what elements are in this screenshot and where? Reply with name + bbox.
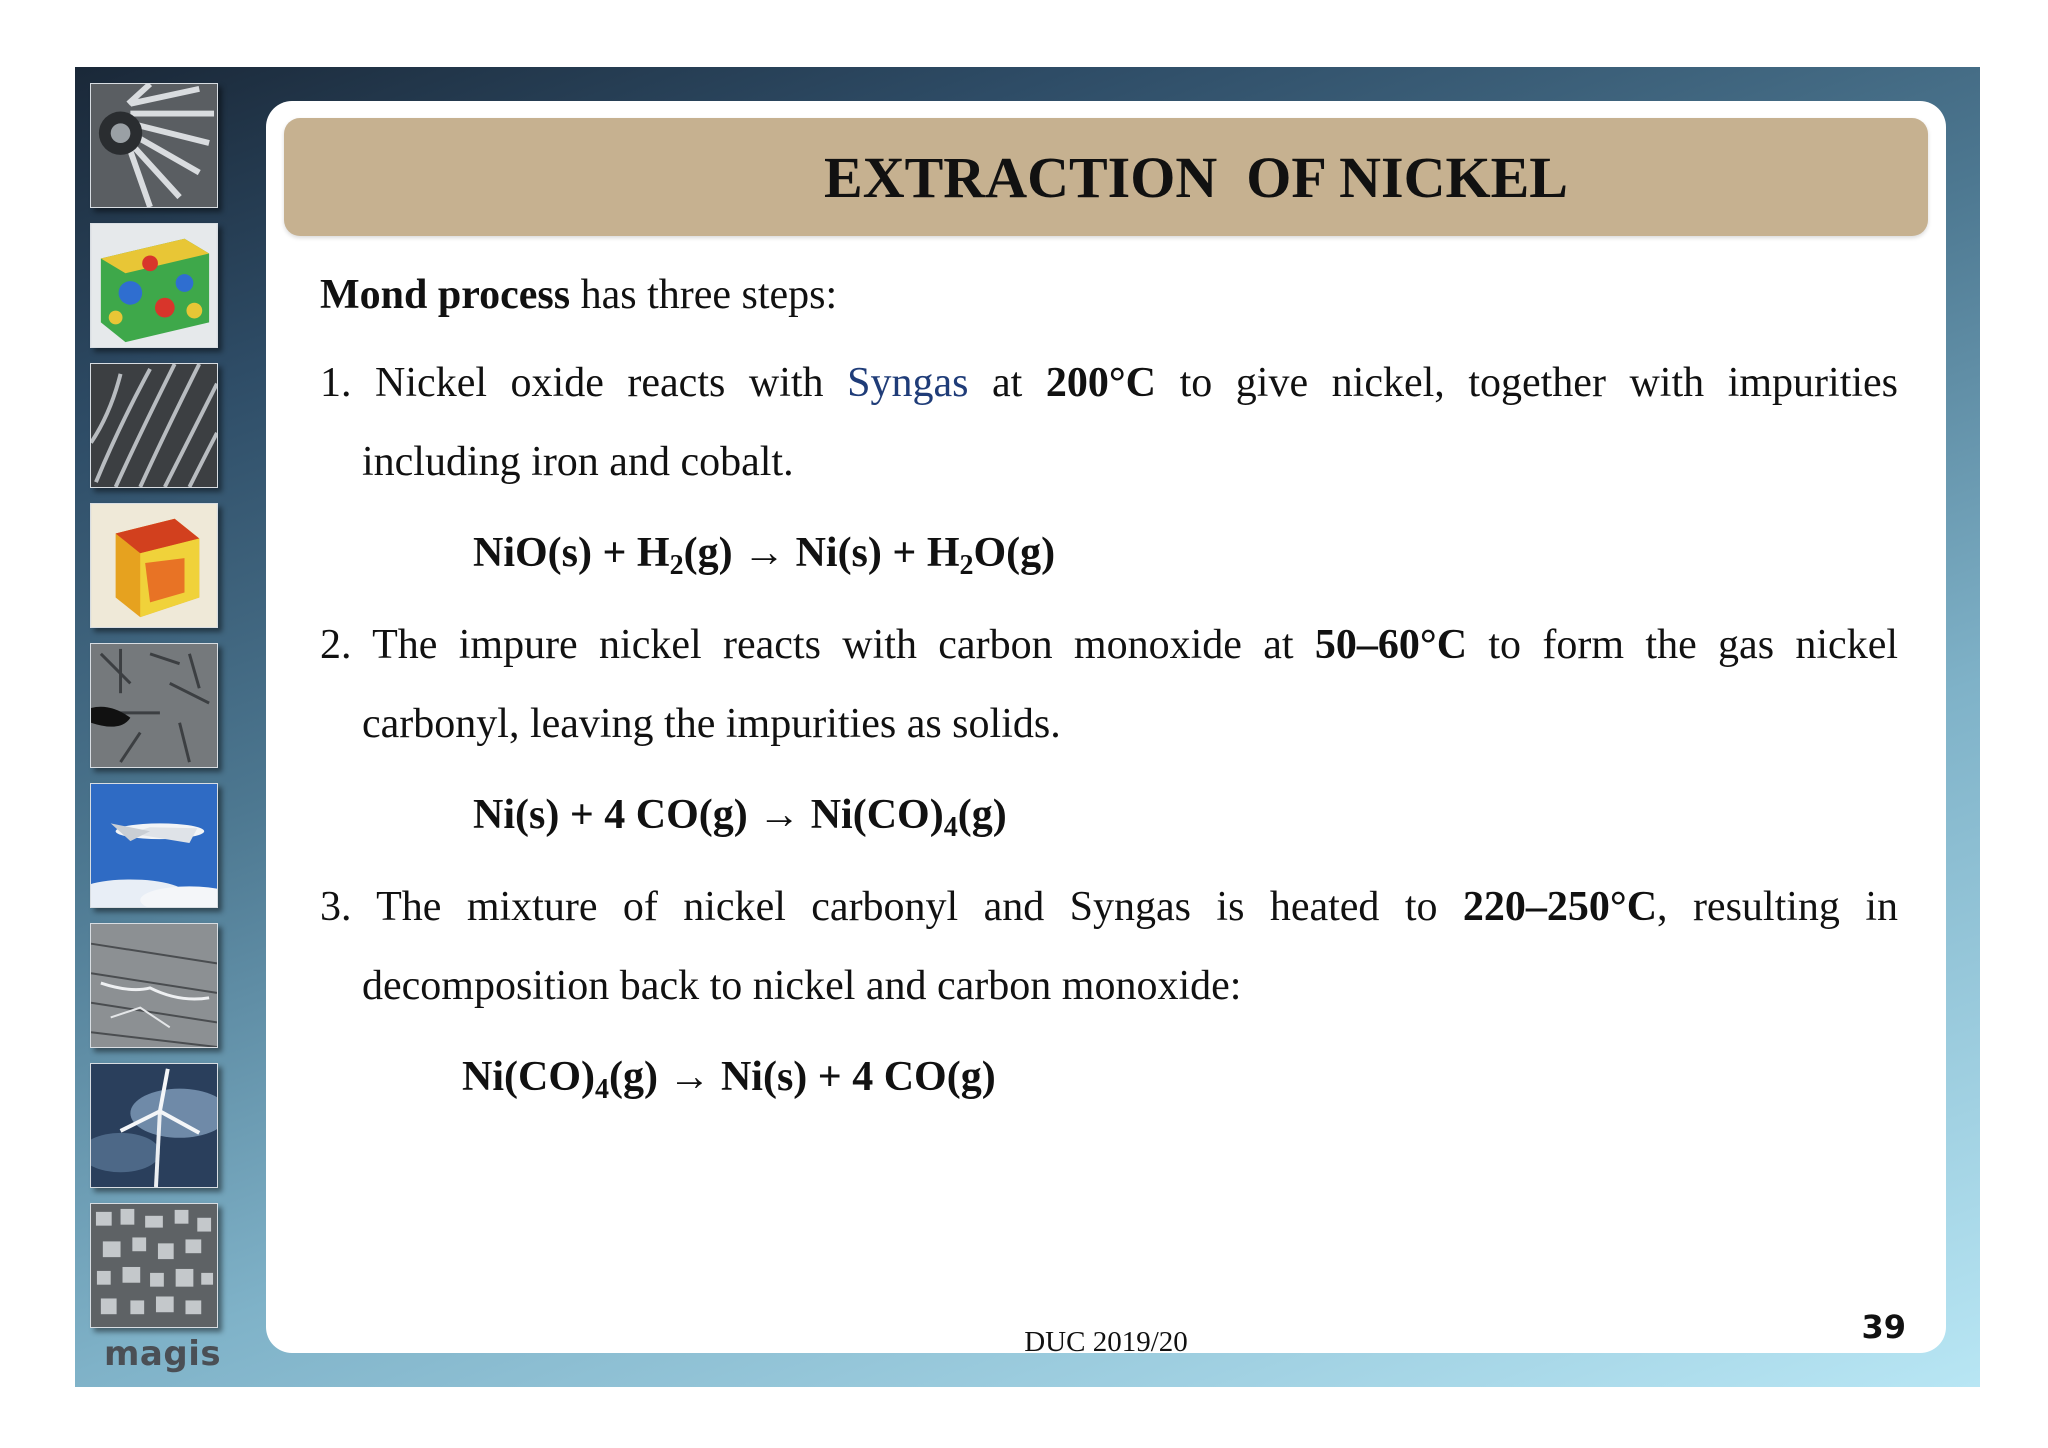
step1-temp: 200°C xyxy=(1045,360,1157,406)
intro-text: has three steps: xyxy=(570,272,838,318)
turbine-blades-image xyxy=(90,83,218,208)
step1-line1 xyxy=(320,359,1898,407)
colored-block-image xyxy=(90,223,218,348)
step3-temp: 220–250°C xyxy=(1462,884,1658,930)
step3-line2: decomposition back to nickel and carbon monoxide: xyxy=(362,963,1242,1009)
eq1-sub-b: 2 xyxy=(959,550,974,581)
intro-line xyxy=(320,271,837,319)
slide-background xyxy=(75,67,1980,1387)
wind-turbine-image xyxy=(90,1063,218,1188)
eq3-sub-a: 4 xyxy=(594,1074,609,1105)
step2-line1 xyxy=(320,621,1898,669)
step1-line2: including iron and cobalt. xyxy=(362,439,794,485)
eq1-part-a: NiO(s) + H xyxy=(473,530,670,576)
step2-prefix: 2. The impure nickel reacts with carbon monoxide at xyxy=(320,622,1315,668)
magis-logo: magis xyxy=(104,1334,222,1374)
step3-line1 xyxy=(320,883,1898,931)
eq3-part-b: (g) → Ni(s) + 4 CO(g) xyxy=(608,1054,996,1100)
eq2-part-a: Ni(s) + 4 CO(g) → Ni(CO) xyxy=(473,792,944,838)
equation-2 xyxy=(473,791,1007,843)
eq1-part-b: (g) → Ni(s) + H xyxy=(683,530,960,576)
step1-prefix: 1. Nickel oxide reacts with xyxy=(320,360,848,406)
syngas-highlight: Syngas xyxy=(847,360,969,406)
slide-title: EXTRACTION OF NICKEL xyxy=(824,145,1568,210)
eq1-part-c: O(g) xyxy=(973,530,1056,576)
step2-line2: carbonyl, leaving the impurities as solids. xyxy=(362,701,1061,747)
footer-text: DUC 2019/20 xyxy=(1024,1326,1188,1358)
eq3-part-a: Ni(CO) xyxy=(462,1054,595,1100)
step3-suffix: , resulting in xyxy=(1657,884,1898,930)
eq1-sub-a: 2 xyxy=(669,550,684,581)
equation-1 xyxy=(473,529,1056,581)
page-number: 39 xyxy=(1861,1308,1906,1346)
step1-suffix: to give nickel, together with impurities xyxy=(1156,360,1899,406)
step1-mid: at xyxy=(968,360,1046,406)
particles-image xyxy=(90,1203,218,1328)
step3-prefix: 3. The mixture of nickel carbonyl and Syngas is heated to xyxy=(320,884,1463,930)
title-bar xyxy=(284,118,1928,236)
eq2-part-b: (g) xyxy=(957,792,1007,838)
step2-temp: 50–60°C xyxy=(1314,622,1468,668)
crack-surface-image xyxy=(90,923,218,1048)
eq2-sub-a: 4 xyxy=(943,812,958,843)
content-panel xyxy=(266,101,1946,1358)
equation-3 xyxy=(462,1053,996,1105)
step2-suffix: to form the gas nickel xyxy=(1467,622,1899,668)
colored-cube-image xyxy=(90,503,218,628)
airplane-image xyxy=(90,783,218,908)
fibrous-microstructure-image xyxy=(90,363,218,488)
intro-bold: Mond process xyxy=(320,272,571,318)
grain-microstructure-image xyxy=(90,643,218,768)
